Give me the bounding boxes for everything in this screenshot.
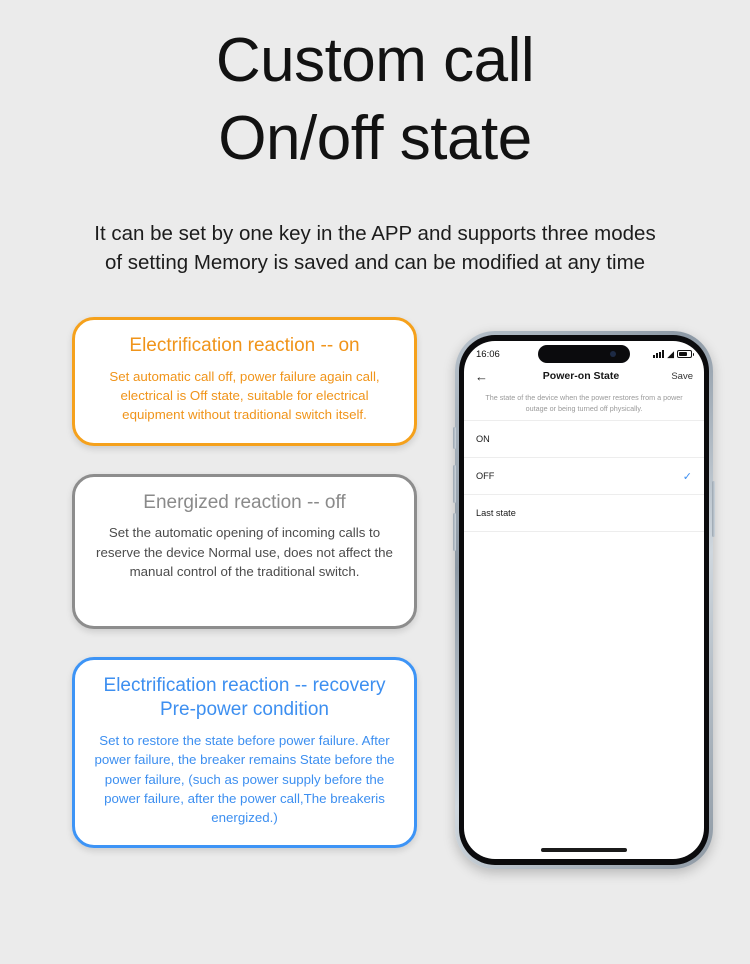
feature-card-title-line-1: Energized reaction -- off — [143, 491, 346, 513]
home-indicator — [541, 848, 627, 852]
option-label: ON — [476, 434, 490, 445]
feature-card-title — [91, 491, 398, 516]
feature-card-energized-off — [72, 474, 417, 629]
option-row-on[interactable] — [464, 421, 704, 458]
arrow-left-icon[interactable]: ← — [475, 368, 488, 384]
check-icon: ✓ — [682, 470, 692, 483]
phone-mockup — [455, 331, 713, 869]
page-title-line-1: Custom call — [215, 26, 535, 95]
status-bar-indicators — [653, 350, 692, 359]
feature-card-title-line-2: Pre-power condition — [160, 699, 329, 721]
page-subtitle — [0, 219, 750, 277]
feature-card-body: Set the automatic opening of incoming calls to reserve the device Normal use, does not affect the manual control of the traditional switch. — [96, 525, 393, 579]
option-row-last-state[interactable] — [464, 495, 704, 532]
phone-mute-switch[interactable] — [453, 427, 456, 449]
feature-card-title-line-1: Electrification reaction -- recovery — [103, 674, 386, 696]
app-screen-title: Power-on State — [542, 370, 620, 383]
wifi-icon: ◢ — [667, 348, 674, 359]
phone-power-button[interactable] — [712, 481, 715, 537]
phone-notch — [538, 345, 630, 363]
content-area — [0, 317, 750, 917]
feature-card-body: Set to restore the state before power failure. After power failure, the breaker remains State before the power failure, (such as power supply before the power failure, after the power call,The breakeris energized.) — [94, 733, 395, 826]
front-camera-icon — [610, 351, 616, 357]
power-on-state-description: The state of the device when the power restores from a power outage or being turned off physically. — [464, 389, 704, 421]
phone-volume-down-button[interactable] — [453, 513, 456, 551]
signal-bars-icon — [653, 350, 664, 358]
option-label: OFF — [476, 471, 495, 482]
page-subtitle-line-2: of setting Memory is saved and can be modified at any time — [104, 251, 646, 275]
feature-card-title — [91, 334, 398, 359]
phone-screen — [464, 341, 704, 859]
page-subtitle-line-1: It can be set by one key in the APP and supports three modes — [94, 222, 656, 245]
feature-card-title-line-1: Electrification reaction -- on — [129, 335, 360, 357]
status-bar-clock: 16:06 — [476, 348, 500, 360]
feature-card-electrification-recovery — [72, 657, 417, 849]
page-title — [0, 0, 750, 177]
feature-card-title — [91, 674, 398, 723]
battery-icon — [677, 350, 692, 358]
feature-card-body: Set automatic call off, power failure again call, electrical is Off state, suitable for electrical equipment without traditional switch itself. — [109, 368, 380, 423]
option-row-off[interactable] — [464, 458, 704, 495]
option-label: Last state — [476, 508, 516, 519]
phone-bezel — [459, 335, 709, 865]
app-navigation-bar — [464, 363, 704, 389]
page-title-line-2: On/off state — [218, 103, 532, 173]
phone-volume-up-button[interactable] — [453, 465, 456, 503]
feature-card-electrification-on — [72, 317, 417, 445]
save-button[interactable]: Save — [671, 370, 693, 382]
feature-card-list — [72, 317, 417, 876]
